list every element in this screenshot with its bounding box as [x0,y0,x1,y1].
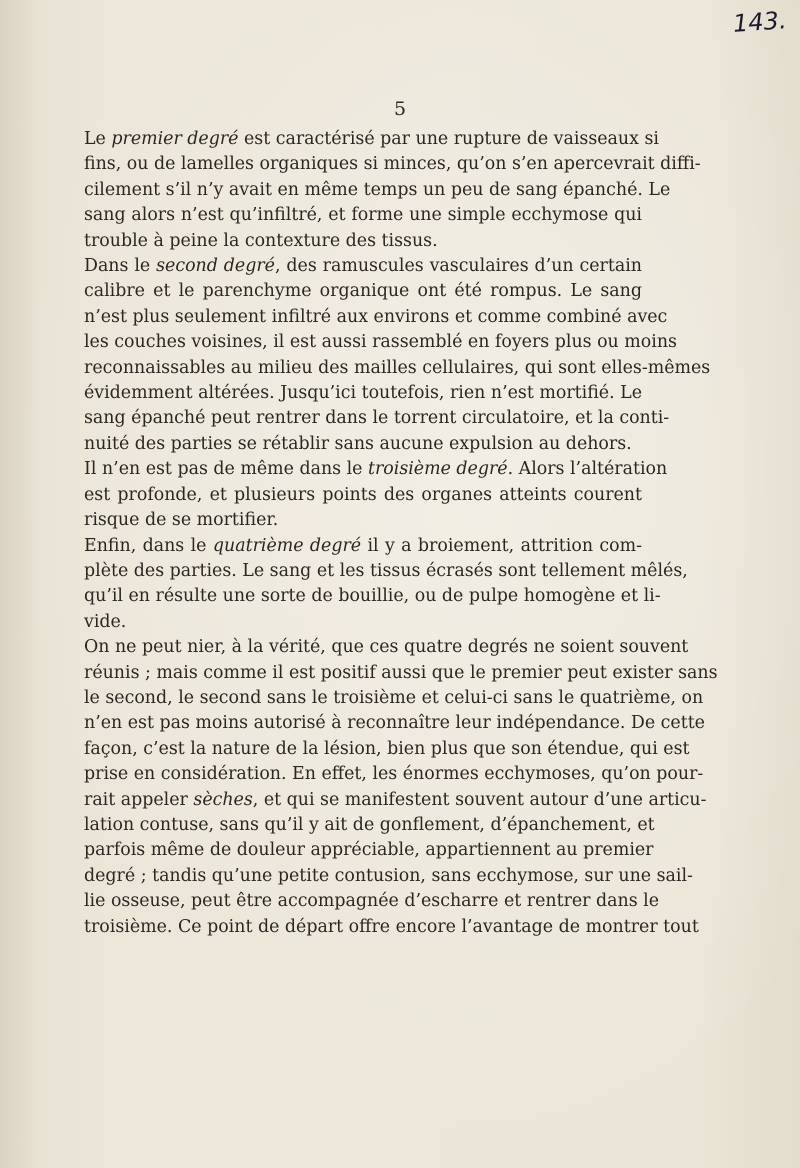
text-line [84,127,659,152]
text-segment: sang alors n’est qu’infiltré, et forme une simple ecchymose qui [84,205,642,226]
text-line [84,483,642,508]
text-segment: plète des parties. Le sang et les tissus écrasés sont tellement mêlés, [84,560,688,581]
text-line [84,254,642,279]
italic-term: troisième degré [367,459,508,480]
text-segment: n’en est pas moins autorisé à reconnaître leur indépendance. De cette [84,713,705,734]
text-segment: sang épanché peut rentrer dans le torrent circulatoire, et la conti- [84,408,670,429]
text-segment: calibre et le parenchyme organique ont été rompus. Le sang [84,281,642,302]
text-line [84,457,668,482]
text-segment: les couches voisines, il est aussi rassemblé en foyers plus ou moins [84,332,677,353]
text-segment: troisième. Ce point de départ offre encore l’avantage de montrer tout [84,916,699,937]
text-line [84,203,642,228]
text-segment: lie osseuse, peut être accompagnée d’escharre et rentrer dans le [84,891,660,912]
text-line [84,635,689,660]
text-line [84,305,668,330]
page-number: 5 [393,98,407,120]
text-line [84,813,655,838]
italic-term: quatrième degré [212,535,362,556]
text-line [84,508,642,533]
text-line [84,610,642,635]
text-line [84,152,701,177]
text-line [84,432,642,457]
text-line [84,661,718,686]
text-line [84,864,693,889]
text-segment: façon, c’est la nature de la lésion, bien plus que son étendue, qui est [84,738,690,759]
text-segment: Il n’en est pas de même dans le [84,459,368,480]
text-line [84,279,642,304]
text-segment: , des ramuscules vasculaires d’un certain [274,256,642,277]
text-line [84,534,642,559]
text-segment: le second, le second sans le troisième et celui-ci sans le quatrième, on [84,687,704,708]
text-segment: On ne peut nier, à la vérité, que ces quatre degrés ne soient souvent [84,637,689,658]
text-segment: cilement s’il n’y avait en même temps un peu de sang épanché. Le [84,179,671,200]
text-line [84,737,690,762]
text-segment: fins, ou de lamelles organiques si minces, qu’on s’en apercevrait diffi- [84,154,701,175]
text-line [84,381,642,406]
text-segment: , et qui se manifestent souvent autour d’une articu- [252,789,707,810]
text-line [84,229,642,254]
handwritten-folio-number: 143. [731,6,787,38]
text-line [84,889,660,914]
text-segment: réunis ; mais comme il est positif aussi que le premier peut exister sans [84,662,718,683]
text-segment: n’est plus seulement infiltré aux environs et comme combiné avec [84,306,668,327]
text-line [84,178,671,203]
text-segment: Enfin, dans le [84,535,213,556]
text-segment: reconnaissables au milieu des mailles cellulaires, qui sont elles-mêmes [84,357,711,378]
text-line [84,762,704,787]
text-segment: vide. [84,611,127,632]
body-text [84,127,718,940]
text-line [84,711,705,736]
text-line [84,584,661,609]
text-line [84,915,699,940]
text-line [84,686,704,711]
text-segment: trouble à peine la contexture des tissus. [84,230,438,251]
text-segment: est caractérisé par une rupture de vaisseaux si [238,129,659,149]
text-segment: évidemment altérées. Jusqu’ici toutefois, rien n’est mortifié. Le [84,383,642,404]
paragraph [84,254,711,457]
text-line [84,330,677,355]
text-segment: degré ; tandis qu’une petite contusion, sans ecchymose, sur une sail- [84,865,693,886]
text-line [84,406,670,431]
paragraph [84,635,718,940]
text-segment: rait appeler [84,789,194,810]
text-segment: parfois même de douleur appréciable, appartiennent au premier [84,840,654,861]
italic-term: sèches [193,789,253,810]
text-segment: qu’il en résulte une sorte de bouillie, ou de pulpe homogène et li- [84,586,661,607]
italic-term: premier degré [111,129,239,149]
paragraph [84,457,668,533]
text-line [84,838,654,863]
text-segment: . Alors l’altération [507,459,668,480]
text-segment: lation contuse, sans qu’il y ait de gonflement, d’épanchement, et [84,814,655,835]
text-segment: risque de se mortifier. [84,510,279,531]
paragraph [84,534,688,636]
text-line [84,559,688,584]
paragraph [84,127,701,254]
text-segment: est profonde, et plusieurs points des organes atteints courent [84,484,642,505]
text-segment: prise en considération. En effet, les énormes ecchymoses, qu’on pour- [84,764,704,785]
text-segment: il y a broiement, attrition com- [361,535,642,556]
italic-term: second degré [156,256,275,277]
text-line [84,788,707,813]
text-segment: Dans le [84,256,157,277]
text-segment: Le [84,129,112,149]
text-line [84,356,711,381]
text-segment: nuité des parties se rétablir sans aucune expulsion au dehors. [84,433,632,454]
